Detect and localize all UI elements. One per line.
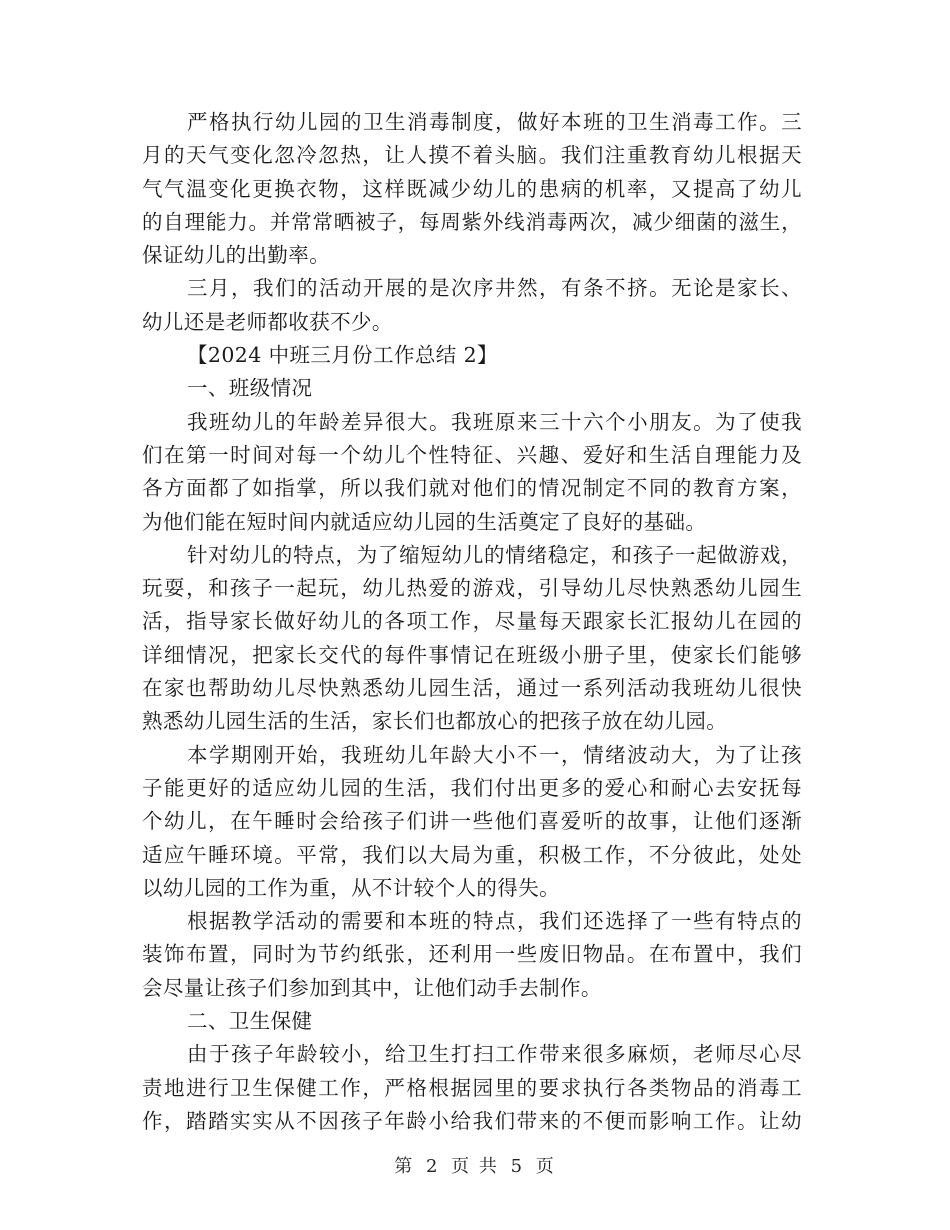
text-line: 们在第一时间对每一个幼儿个性特征、兴趣、爱好和生活自理能力及 [142, 442, 802, 467]
text-line: 保证幼儿的出勤率。 [142, 243, 331, 268]
text-line: 根据教学活动的需要和本班的特点，我们还选择了一些有特点的 [187, 909, 802, 934]
footer-current-page: 2 [425, 1156, 440, 1177]
text-line: 本学期刚开始，我班幼儿年龄大小不一，情绪波动大，为了让孩 [187, 742, 802, 767]
text-line: 【2024 中班三月份工作总结 2】 [187, 343, 498, 368]
text-line: 以幼儿园的工作为重，从不计较个人的得失。 [142, 875, 560, 900]
text-line: 装饰布置，同时为节约纸张，还利用一些废旧物品。在布置中，我们 [142, 942, 802, 967]
text-line: 一、班级情况 [187, 376, 313, 401]
text-line: 会尽量让孩子们参加到其中，让他们动手去制作。 [142, 975, 602, 1000]
text-line: 作，踏踏实实从不因孩子年龄小给我们带来的不便而影响工作。让幼 [142, 1108, 802, 1133]
footer-prefix: 第 [394, 1156, 415, 1177]
text-line: 活，指导家长做好幼儿的各项工作，尽量每天跟家长汇报幼儿在园的 [142, 609, 802, 634]
text-line: 气气温变化更换衣物，这样既减少幼儿的患病的机率，又提高了幼儿 [142, 176, 802, 201]
text-line: 幼儿还是老师都收获不少。 [142, 309, 393, 334]
text-line: 子能更好的适应幼儿园的生活，我们付出更多的爱心和耐心去安抚每 [142, 775, 802, 800]
text-line: 的自理能力。并常常晒被子，每周紫外线消毒两次，减少细菌的滋生， [142, 209, 802, 234]
text-line: 三月，我们的活动开展的是次序井然，有条不挤。无论是家长、 [187, 276, 802, 301]
footer-total-pages: 5 [510, 1156, 525, 1177]
document-body [142, 106, 802, 1138]
text-line: 适应午睡环境。平常，我们以大局为重，积极工作，不分彼此，处处 [142, 842, 802, 867]
text-line: 责地进行卫生保健工作，严格根据园里的要求执行各类物品的消毒工 [142, 1075, 802, 1100]
text-line: 月的天气变化忽冷忽热，让人摸不着头脑。我们注重教育幼儿根据天 [142, 143, 802, 168]
footer-suffix: 页 [535, 1156, 556, 1177]
text-line: 针对幼儿的特点，为了缩短幼儿的情绪稳定，和孩子一起做游戏， [187, 542, 802, 567]
text-line: 个幼儿，在午睡时会给孩子们讲一些他们喜爱听的故事，让他们逐渐 [142, 809, 802, 834]
text-line: 详细情况，把家长交代的每件事情记在班级小册子里，使家长们能够 [142, 642, 802, 667]
text-line: 玩耍，和孩子一起玩，幼儿热爱的游戏，引导幼儿尽快熟悉幼儿园生 [142, 576, 802, 601]
text-line: 为他们能在短时间内就适应幼儿园的生活奠定了良好的基础。 [142, 509, 707, 534]
text-line: 严格执行幼儿园的卫生消毒制度，做好本班的卫生消毒工作。三 [187, 110, 802, 134]
text-line: 二、卫生保健 [187, 1009, 313, 1034]
footer-middle: 页 共 [451, 1156, 499, 1177]
text-line: 在家也帮助幼儿尽快熟悉幼儿园生活，通过一系列活动我班幼儿很快 [142, 676, 802, 701]
text-line: 熟悉幼儿园生活的生活，家长们也都放心的把孩子放在幼儿园。 [142, 709, 728, 734]
text-line: 各方面都了如指掌，所以我们就对他们的情况制定不同的教育方案， [142, 476, 802, 501]
page-footer [0, 1152, 950, 1178]
text-line: 由于孩子年龄较小，给卫生打扫工作带来很多麻烦，老师尽心尽 [187, 1042, 802, 1067]
text-line: 我班幼儿的年龄差异很大。我班原来三十六个小朋友。为了使我 [187, 409, 802, 434]
